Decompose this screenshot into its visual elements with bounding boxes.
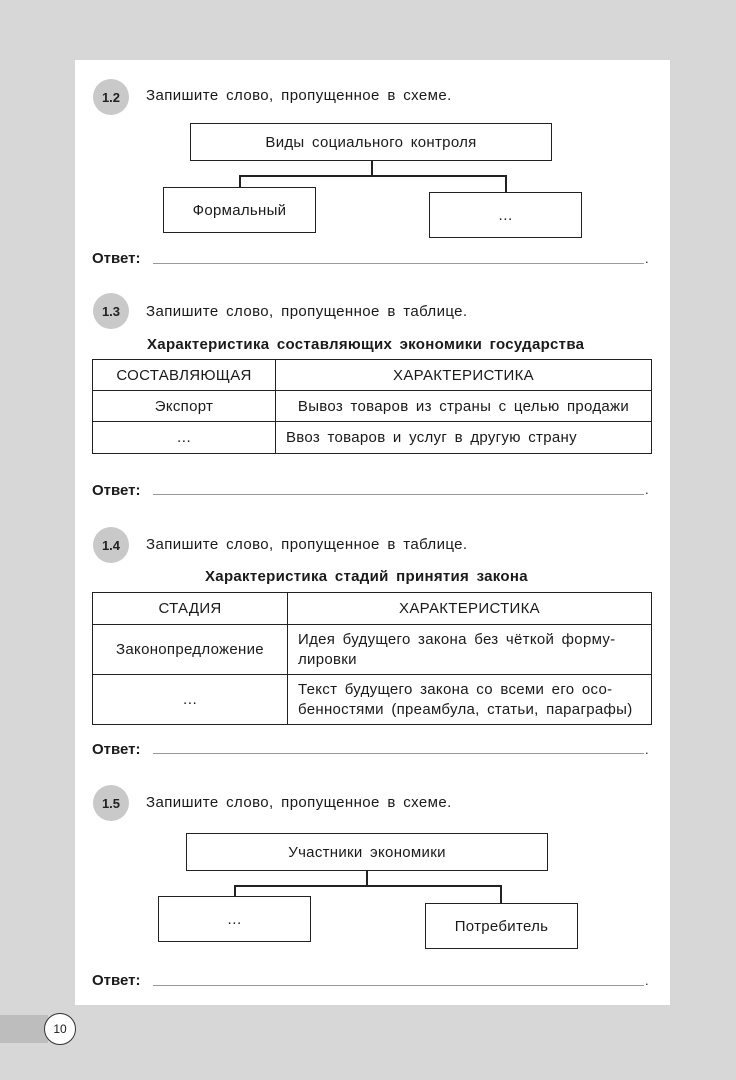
table-header: ХАРАКТЕРИСТИКА [276,360,652,391]
task-instruction: Запишите слово, пропущенное в таблице. [146,536,468,553]
task-number-badge: 1.3 [93,293,129,329]
table-cell [288,625,652,675]
answer-end-dot: . [645,251,649,266]
table-cell-missing: … [93,675,288,725]
connector-left-drop [239,175,241,187]
connector-horizontal [234,885,501,887]
answer-line[interactable] [153,263,644,264]
diagram-top-box: Участники экономики [186,833,548,871]
cell-line: Текст будущего закона со всеми его осо- [298,680,613,698]
table-header: ХАРАКТЕРИСТИКА [288,593,652,625]
diagram-right-box: … [429,192,582,238]
answer-label: Ответ: [92,250,141,267]
answer-line[interactable] [153,753,644,754]
connector-right-drop [500,885,502,904]
cell-line: лировки [298,650,357,668]
table-caption: Характеристика составляющих экономики государства [147,336,585,353]
task-instruction: Запишите слово, пропущенное в схеме. [146,87,452,104]
diagram-top-box: Виды социального контроля [190,123,552,161]
table-cell [288,675,652,725]
connector-vertical [371,161,373,176]
task-number-badge: 1.4 [93,527,129,563]
task-instruction: Запишите слово, пропущенное в таблице. [146,303,468,320]
diagram-left-box: Формальный [163,187,316,233]
footer-tab [0,1015,48,1043]
table-cell-missing: … [93,422,276,454]
answer-label: Ответ: [92,972,141,989]
cell-line: бенностями (преамбула, статьи, параграфы) [298,700,633,718]
task-number-badge: 1.5 [93,785,129,821]
table-cell: Экспорт [93,391,276,422]
diagram-left-box: … [158,896,311,942]
table-cell: Ввоз товаров и услуг в другую страну [276,422,652,454]
answer-label: Ответ: [92,482,141,499]
task-instruction: Запишите слово, пропущенное в схеме. [146,794,452,811]
law-stages-table [92,592,652,725]
answer-label: Ответ: [92,741,141,758]
table-cell: Законопредложение [93,625,288,675]
economy-table [92,359,652,454]
worksheet-page [75,60,670,1005]
table-cell: Вывоз товаров из страны с целью продажи [276,391,652,422]
table-header: СОСТАВЛЯЮЩАЯ [93,360,276,391]
connector-vertical [366,871,368,886]
page-number: 10 [44,1013,76,1045]
answer-line[interactable] [153,494,644,495]
cell-line: Идея будущего закона без чёткой форму- [298,630,616,648]
answer-end-dot: . [645,482,649,497]
answer-line[interactable] [153,985,644,986]
diagram-right-box: Потребитель [425,903,578,949]
connector-right-drop [505,175,507,192]
task-number-badge: 1.2 [93,79,129,115]
answer-end-dot: . [645,973,649,988]
table-header: СТАДИЯ [93,593,288,625]
connector-horizontal [239,175,506,177]
answer-end-dot: . [645,742,649,757]
table-caption: Характеристика стадий принятия закона [205,568,528,585]
